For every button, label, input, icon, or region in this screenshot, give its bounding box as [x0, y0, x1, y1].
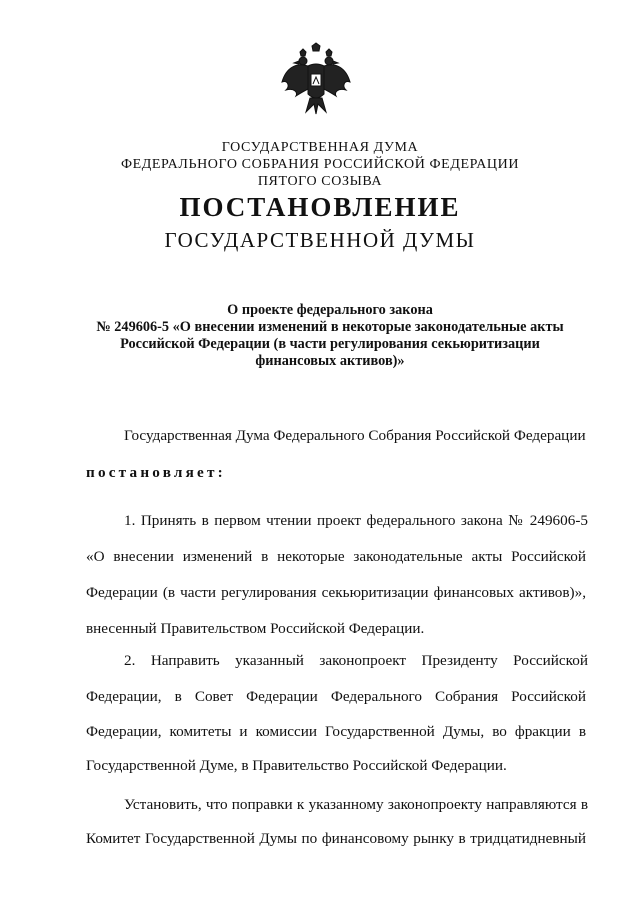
header-line-3: ПЯТОГО СОЗЫВА — [257, 174, 383, 189]
document-subject — [60, 302, 600, 370]
document-title: ПОСТАНОВЛЕНИЕ — [179, 192, 461, 222]
p2-line-3: Федерации, комитеты и комиссии Государственной Думы, во фракции в — [86, 723, 586, 740]
subject-line-1: О проекте федерального закона — [227, 302, 433, 318]
p2-line-2: Федерации, в Совет Федерации Федерального Собрания Российской — [86, 688, 586, 705]
p2-line-4: Государственной Думе, в Правительство Российской Федерации. — [86, 757, 507, 774]
subject-line-3: Российской Федерации (в части регулирования секьюритизации — [120, 336, 540, 352]
p2-line-1: 2. Направить указанный законопроект Президенту Российской — [124, 652, 588, 669]
subject-line-2: № 249606-5 «О внесении изменений в некоторые законодательные акты — [96, 319, 564, 335]
double-headed-eagle-icon — [278, 42, 354, 126]
p3-line-1: Установить, что поправки к указанному законопроекту направляются в — [124, 796, 588, 813]
p1-line-4: внесенный Правительством Российской Федерации. — [86, 620, 425, 637]
p1-line-1: 1. Принять в первом чтении проект федерального закона № 249606-5 — [124, 512, 588, 529]
document-subtitle: ГОСУДАРСТВЕННОЙ ДУМЫ — [164, 228, 476, 252]
p1-line-2: «О внесении изменений в некоторые законодательные акты Российской — [86, 548, 586, 565]
p3-line-2: Комитет Государственной Думы по финансовому рынку в тридцатидневный — [86, 830, 586, 847]
resolves-line: постановляет: — [86, 464, 226, 481]
intro-line: Государственная Дума Федерального Собрания Российской Федерации — [124, 427, 586, 444]
header-line-2: ФЕДЕРАЛЬНОГО СОБРАНИЯ РОССИЙСКОЙ ФЕДЕРАЦИИ — [120, 157, 520, 172]
subject-line-4: финансовых активов)» — [255, 353, 405, 369]
header-line-1: ГОСУДАРСТВЕННАЯ ДУМА — [221, 140, 419, 155]
p1-line-3: Федерации (в части регулирования секьюритизации финансовых активов)», — [86, 584, 586, 601]
